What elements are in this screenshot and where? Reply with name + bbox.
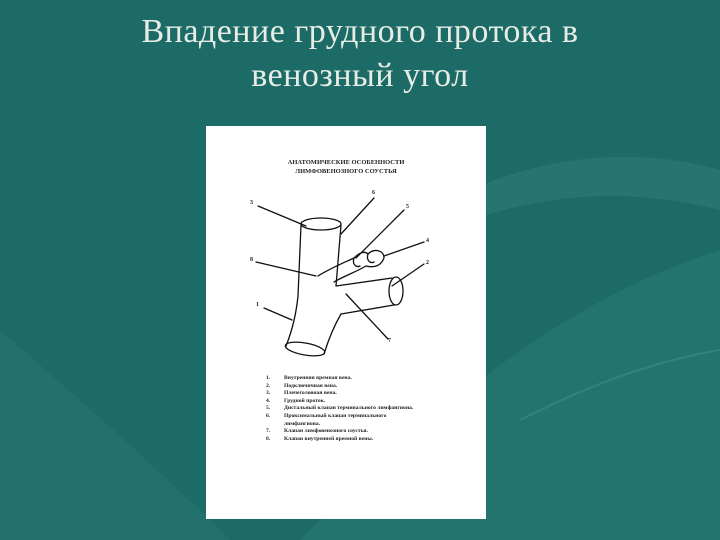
jugular-vein-opening xyxy=(301,218,341,230)
legend-item: лимфангиона. xyxy=(284,420,321,427)
subclavian-vein-wall xyxy=(336,278,394,314)
legend-item: 1. Внутренняя яремная вена. xyxy=(266,375,352,381)
brachiocephalic-vein-opening xyxy=(284,340,325,359)
callout-label-4: 4 xyxy=(426,238,429,244)
pointer-line-7 xyxy=(264,308,292,320)
callout-label-7: 7 xyxy=(388,338,391,344)
document-header-line-2: ЛИМФОВЕНОЗНОГО СОУСТЬЯ xyxy=(295,168,397,175)
subclavian-vein-opening xyxy=(389,277,403,305)
legend-item: 6. Проксимальный клапан терминального xyxy=(266,412,387,419)
pointer-line-1 xyxy=(258,206,306,226)
slide-title-line-1: Впадение грудного протока в xyxy=(141,13,579,50)
jugular-vein-wall xyxy=(298,225,341,296)
callout-label-8: 8 xyxy=(250,257,253,263)
duct-valve-2 xyxy=(353,258,360,267)
legend-item: 3. Плечеголовная вена. xyxy=(266,390,337,397)
pointer-line-2 xyxy=(341,198,374,234)
figure-legend xyxy=(266,375,466,443)
scanned-document xyxy=(206,126,486,519)
callout-label-5: 5 xyxy=(406,204,409,210)
legend-item: 8. Клапан внутренней яремной вены. xyxy=(266,435,374,442)
slide-title xyxy=(40,10,680,98)
duct-valve xyxy=(367,254,374,263)
callout-label-2: 2 xyxy=(426,260,429,266)
anatomy-diagram xyxy=(206,126,486,519)
callout-label-1: 1 xyxy=(256,302,259,308)
callout-label-3: 3 xyxy=(250,200,253,206)
legend-item: 5. Дистальный клапан терминального лимфангиона. xyxy=(266,405,414,412)
pointer-line-6 xyxy=(256,262,316,276)
slide-title-line-2: венозный угол xyxy=(251,57,469,94)
callout-label-6: 6 xyxy=(372,190,375,196)
document-header-line-1: АНАТОМИЧЕСКИЕ ОСОБЕННОСТИ xyxy=(287,159,405,166)
legend-item: 4. Грудной проток. xyxy=(266,397,326,404)
legend-item: 2. Подключичная вена. xyxy=(266,382,338,389)
thoracic-duct xyxy=(318,251,384,282)
pointer-line-4 xyxy=(384,242,424,256)
pointer-line-5 xyxy=(392,264,424,286)
legend-item: 7. Клапан лимфовенозного соустья. xyxy=(266,428,368,435)
pointer-line-8 xyxy=(346,294,388,339)
